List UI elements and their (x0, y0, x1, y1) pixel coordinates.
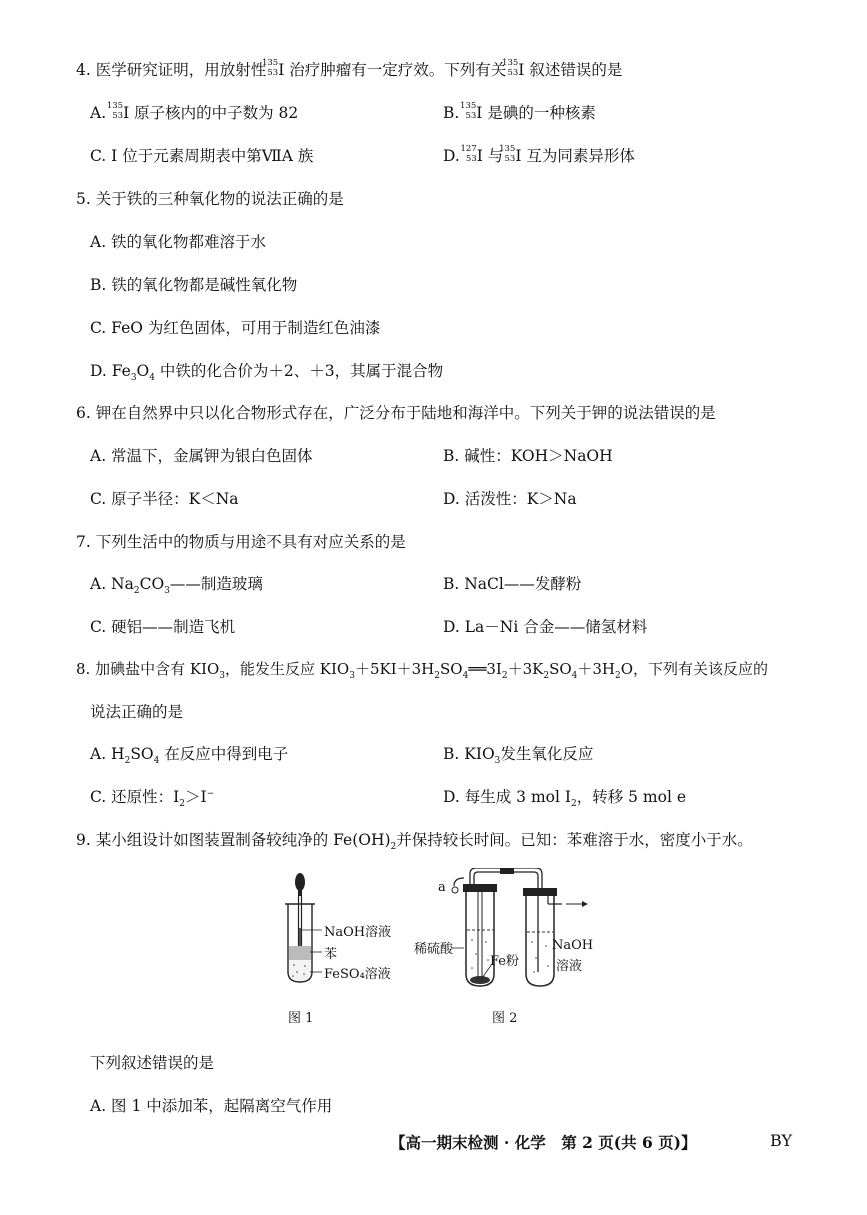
valve-a-icon (452, 887, 458, 893)
iso-i135: 135 53 (502, 58, 519, 78)
stopper-left (463, 884, 497, 892)
q8-option-d: D. 每生成 3 mol $I_2$，转移 5 mol e (443, 788, 687, 810)
q6-option-c: C. 原子半径：K＜Na (90, 490, 239, 508)
q4-option-a: A. 135 53 I 原子核内的中子数为 82 (90, 101, 299, 122)
fig2-label-acid: 稀硫酸 (414, 942, 454, 957)
fig1-label-naoh: NaOH溶液 (324, 925, 392, 940)
q4-option-c: C. I 位于元素周期表中第ⅦA 族 (90, 147, 314, 165)
iso-i135: 135 53 (261, 58, 279, 78)
q7-option-a: A. $Na_2CO_3——$制造玻璃 (90, 575, 263, 597)
q5-option-d: D. $Fe_3O_4$ 中铁的化合价为＋2、＋3，其属于混合物 (90, 362, 444, 384)
stopper-right (523, 888, 557, 896)
q6-stem: 6. 钾在自然界中只以化合物形式存在，广泛分布于陆地和海洋中。下列关于钾的说法错误的是 (76, 404, 716, 422)
q7-option-d: D. La－Ni 合金——储氢材料 (443, 618, 648, 636)
q4-option-d: D. 127 53 I 与 135 53 I 互为同素异形体 (443, 144, 635, 165)
q4-stem: 4. 医学研究证明，用放射性 135 53 I 治疗肿瘤有一定疗效。下列有关 135 53 I 叙述错误的是 (76, 58, 623, 79)
q8-option-b: B. $KIO_3$发生氧化反应 (443, 745, 594, 767)
fig2-label-naoh: NaOH (552, 938, 594, 953)
q5-option-c: C. FeO 为红色固体，可用于制造红色油漆 (90, 319, 381, 337)
fig1-label-benzene: 苯 (324, 947, 338, 962)
paper-code: BY (770, 1131, 793, 1150)
q5-option-b: B. 铁的氧化物都是碱性氧化物 (90, 276, 298, 294)
q8-stem: 8. 加碘盐中含有 $KIO_3$，能发生反应 $KIO_3+5KI+3H_2SO_4══3I_2+3K_2SO_4+3H_2O$，下列有关该反应的 (76, 660, 769, 681)
fe-powder (470, 976, 490, 984)
fig1-label-feso4: FeSO₄溶液 (324, 967, 391, 982)
q7-option-b: B. NaCl——发酵粉 (443, 575, 582, 593)
q8-option-a: A. $H_2SO_4$ 在反应中得到电子 (90, 745, 289, 767)
q9-option-a: A. 图 1 中添加苯，起隔离空气作用 (90, 1097, 333, 1115)
q5-option-a: A. 铁的氧化物都难溶于水 (90, 233, 267, 251)
q6-option-d: D. 活泼性：K＞Na (443, 490, 577, 508)
q7-stem: 7. 下列生活中的物质与用途不具有对应关系的是 (76, 533, 406, 551)
arrow-right-icon (582, 901, 588, 907)
q8-stem-cont: 说法正确的是 (90, 703, 184, 721)
q9-stem: 9. 某小组设计如图装置制备较纯净的 $Fe(OH)_2$并保持较长时间。已知：苯难溶于水，密度小于水。 (76, 831, 753, 853)
q4-option-b: B. 135 53 I 是碘的一种核素 (443, 101, 596, 122)
q6-option-b: B. 碱性：KOH＞NaOH (443, 447, 613, 465)
fig2-label-a: a (438, 880, 446, 895)
fig1-caption: 图 1 (288, 1011, 314, 1026)
q5-stem: 5. 关于铁的三种氧化物的说法正确的是 (76, 190, 344, 208)
q7-option-c: C. 硬铝——制造飞机 (90, 618, 236, 636)
figure-2-apparatus (430, 868, 590, 993)
q8-option-c: C. 还原性：$I_2>I^-$ (90, 788, 215, 810)
q9-followup: 下列叙述错误的是 (90, 1054, 215, 1072)
fig2-label-fe: Fe粉 (490, 954, 520, 969)
clamp-icon (500, 868, 514, 874)
fig2-label-solution: 溶液 (556, 959, 583, 974)
fig2-caption: 图 2 (492, 1011, 518, 1026)
page-footer: 【高一期末检测 · 化学 第 2 页(共 6 页)】 (390, 1133, 697, 1152)
q6-option-a: A. 常温下，金属钾为银白色固体 (90, 447, 313, 465)
